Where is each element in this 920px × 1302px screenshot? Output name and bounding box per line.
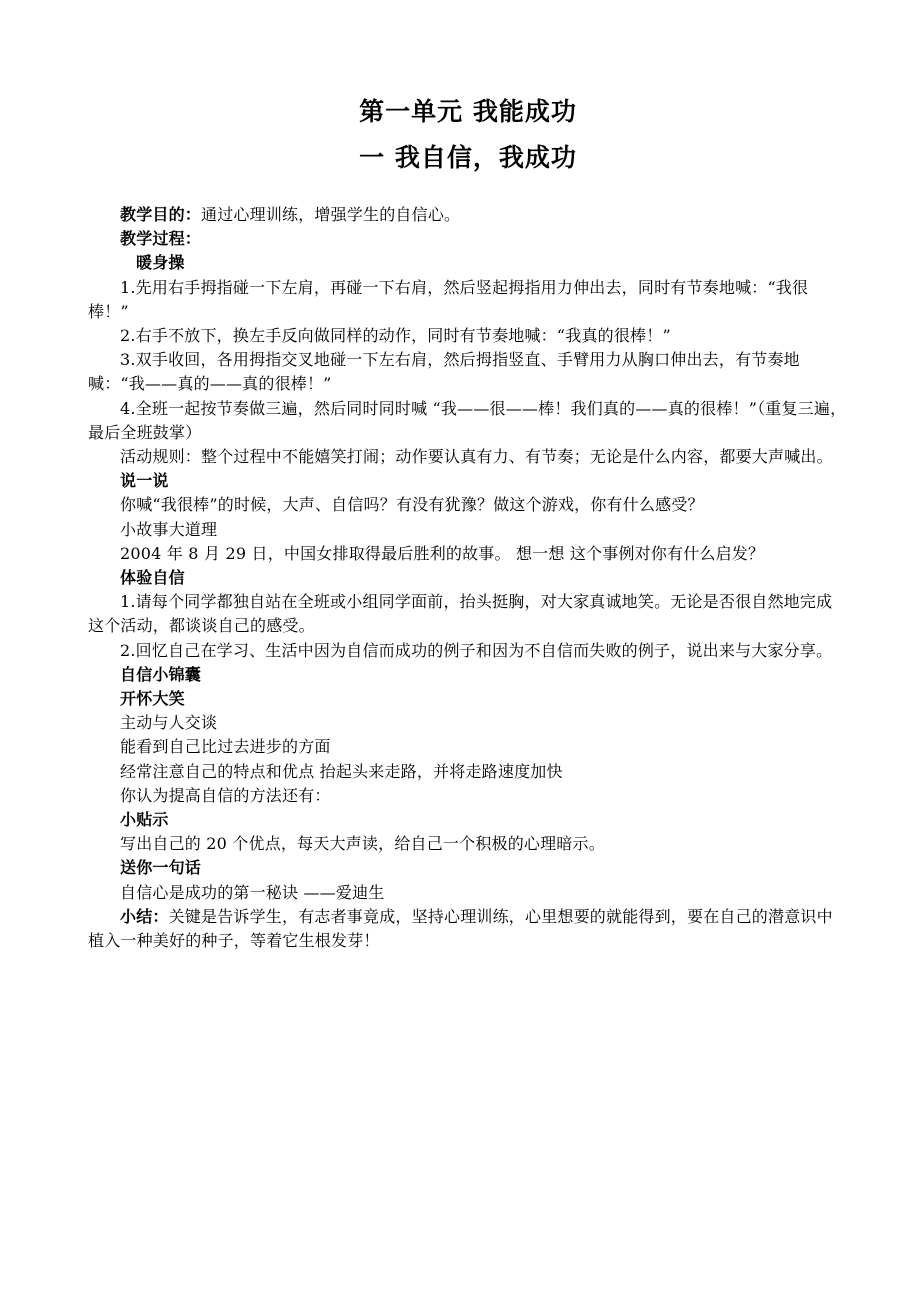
summary-line — [88, 905, 848, 953]
story-title: 小故事大道理 — [120, 519, 218, 539]
tips-bag-item-4: 你认为提高自信的方法还有： — [120, 785, 331, 805]
unit-title: 第一单元 我能成功 — [359, 97, 577, 126]
document-body — [88, 203, 848, 953]
experience-item-1: 1.请每个同学都独自站在全班或小组同学面前，抬头挺胸，对大家真诚地笑。无论是否很自然地完成这个活动，都谈谈自己的感受。 — [88, 592, 833, 636]
document-page — [88, 0, 848, 953]
hint-heading: 小贴示 — [120, 810, 169, 830]
experience-heading: 体验自信 — [120, 568, 185, 588]
tips-bag-item-1: 主动与人交谈 — [120, 713, 218, 733]
summary-label: 小结： — [120, 906, 169, 926]
tips-bag-item-3: 经常注意自己的特点和优点 抬起头来走路，并将走路速度加快 — [120, 761, 563, 781]
warmup-step-4: 4.全班一起按节奏做三遍，然后同时同时喊 “我——很——棒！我们真的——真的很棒！”（重复三遍，最后全班鼓掌） — [88, 398, 847, 442]
process-label: 教学过程： — [120, 229, 202, 249]
summary-text: 关键是告诉学生，有志者事竟成，坚持心理训练，心里想要的就能得到，要在自己的潜意识中植入一种美好的种子，等着它生根发芽！ — [88, 906, 833, 951]
tips-bag-item-2: 能看到自己比过去进步的方面 — [120, 737, 331, 757]
tips-bag-subheading: 开怀大笑 — [120, 689, 185, 709]
warmup-step-2: 2.右手不放下，换左手反向做同样的动作，同时有节奏地喊：“我真的很棒！” — [120, 326, 671, 346]
warmup-step-1: 1.先用右手拇指碰一下左肩，再碰一下右肩，然后竖起拇指用力伸出去，同时有节奏地喊：“我很棒！” — [88, 277, 809, 321]
objective-text: 通过心理训练，增强学生的自信心。 — [201, 205, 461, 224]
objective-label: 教学目的： — [120, 205, 202, 224]
warmup-rules: 活动规则：整个过程中不能嬉笑打闹；动作要认真有力、有节奏；无论是什么内容，都要大声喊出。 — [120, 447, 833, 467]
hint-text: 写出自己的 20 个优点，每天大声读，给自己一个积极的心理暗示。 — [120, 834, 605, 854]
objective-line — [88, 203, 848, 227]
warmup-heading: 暖身操 — [136, 253, 185, 273]
talk-question: 你喊“我很棒”的时候，大声、自信吗？有没有犹豫？做这个游戏，你有什么感受？ — [120, 495, 704, 515]
lesson-title: 一 我自信，我成功 — [359, 143, 577, 172]
quote-heading: 送你一句话 — [120, 858, 202, 878]
quote-text: 自信心是成功的第一秘诀 ——爱迪生 — [120, 882, 385, 902]
warmup-step-3: 3.双手收回，各用拇指交叉地碰一下左右肩，然后拇指竖直、手臂用力从胸口伸出去，有节奏地喊：“我——真的——真的很棒！” — [88, 350, 800, 394]
talk-heading: 说一说 — [120, 471, 169, 491]
experience-item-2: 2.回忆自己在学习、生活中因为自信而成功的例子和因为不自信而失败的例子，说出来与大家分享。 — [120, 640, 833, 660]
story-text: 2004 年 8 月 29 日，中国女排取得最后胜利的故事。 想一想 这个事例对你有什么启发？ — [120, 543, 765, 563]
tips-bag-heading: 自信小锦囊 — [120, 664, 202, 684]
